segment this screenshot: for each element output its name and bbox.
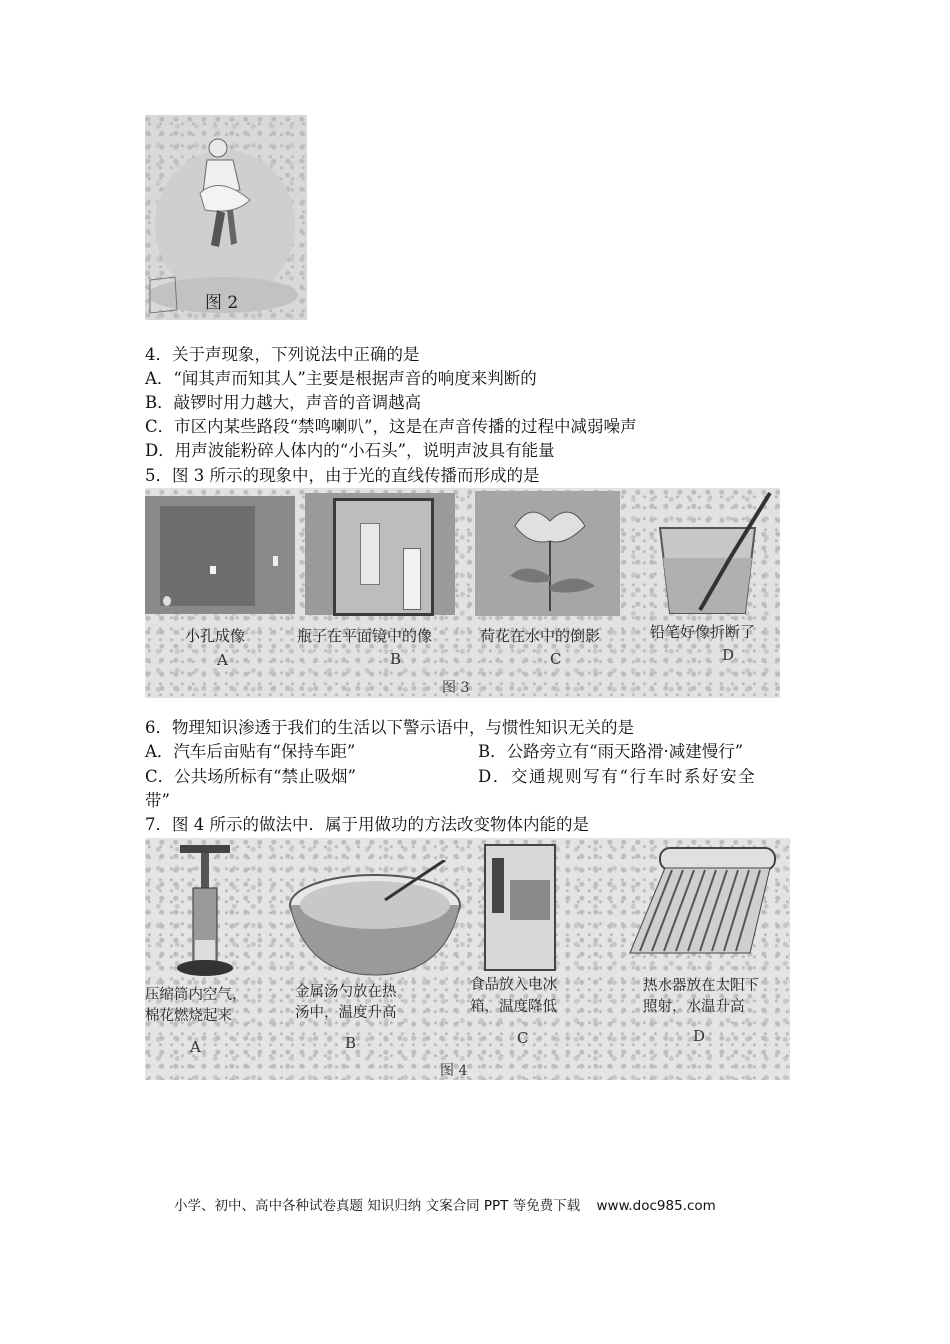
question-4-option-a: A．“闻其声而知其人”主要是根据声音的响度来判断的 — [145, 369, 537, 388]
question-4-stem: 4．关于声现象，下列说法中正确的是 — [145, 345, 420, 364]
question-6-option-d: D．交通规则写有“行车时系好安全 — [478, 767, 757, 786]
figure-4-label-c-2: 箱，温度降低 — [470, 999, 557, 1015]
figure-2-caption: 图 2 — [205, 293, 239, 313]
figure-4-panel-c — [480, 840, 560, 975]
question-4-option-c: C．市区内某些路段“禁鸣喇叭”，这是在声音传播的过程中减弱噪声 — [145, 417, 637, 436]
figure-4-label-d-1: 热水器放在太阳下 — [643, 978, 759, 994]
figure-4-label-c-1: 食品放入电冰 — [470, 977, 557, 993]
question-6-option-a: A．汽车后亩贴有“保持车距” — [145, 742, 356, 761]
figure-3-label-c: 荷花在水中的倒影 — [480, 627, 601, 645]
figure-4-letter-a: A — [190, 1038, 201, 1056]
footer-description: 小学、初中、高中各种试卷真题 知识归纳 文案合同 PPT 等免费下载 — [174, 1198, 581, 1214]
figure-3-panel-b — [305, 493, 455, 615]
figure-3-image — [145, 488, 780, 698]
figure-3-panel-d — [635, 488, 780, 618]
figure-4-letter-c: C — [517, 1029, 529, 1047]
figure-3-panel-c — [475, 491, 620, 616]
figure-3-label-d: 铅笔好像折断了 — [650, 623, 756, 641]
question-5-stem: 5．图 3 所示的现象中，由于光的直线传播而形成的是 — [145, 466, 540, 485]
figure-4-letter-b: B — [345, 1034, 357, 1052]
figure-4-letter-d: D — [693, 1027, 706, 1045]
figure-3-label-a: 小孔成像 — [185, 627, 246, 645]
figure-3-caption: 图 3 — [442, 680, 470, 696]
figure-3-letter-c: C — [550, 650, 562, 668]
question-7-stem: 7．图 4 所示的做法中．属于用做功的方法改变物体内能的是 — [145, 815, 589, 834]
figure-3-label-b: 瓶子在平面镜中的像 — [297, 627, 433, 645]
figure-4-panel-a — [155, 840, 265, 980]
question-6-option-d-continued: 带” — [145, 791, 170, 810]
question-6-option-b: B．公路旁立有“雨天路滑·减建慢行” — [478, 742, 744, 761]
figure-4-label-b-2: 汤中，温度升高 — [295, 1005, 397, 1021]
figure-4-label-b-1: 金属汤勺放在热 — [295, 984, 397, 1000]
footer-text — [174, 1194, 716, 1214]
figure-2-image — [145, 115, 307, 320]
question-4-option-d: D．用声波能粉碎人体内的“小石头”，说明声波具有能量 — [145, 441, 555, 460]
figure-4-image — [145, 838, 790, 1080]
figure-3-panel-a — [145, 496, 295, 614]
question-6-stem: 6．物理知识渗透于我们的生活以下警示语中，与惯性知识无关的是 — [145, 718, 634, 737]
figure-3-letter-a: A — [217, 651, 228, 669]
figure-4-label-d-2: 照射，水温升高 — [643, 999, 745, 1015]
figure-4-label-a-1: 压缩筒内空气， — [145, 987, 247, 1003]
footer-url[interactable]: www.doc985.com — [596, 1198, 716, 1214]
question-4-option-b: B．敲锣时用力越大，声音的音调越高 — [145, 393, 422, 412]
figure-4-caption: 图 4 — [440, 1063, 468, 1079]
figure-4-label-a-2: 棉花燃烧起来 — [145, 1008, 232, 1024]
figure-4-panel-d — [620, 843, 780, 973]
question-6-option-c: C．公共场所标有“禁止吸烟” — [145, 767, 356, 786]
figure-3-letter-d: D — [722, 646, 735, 664]
figure-3-letter-b: B — [390, 650, 402, 668]
figure-4-panel-b — [285, 860, 465, 980]
